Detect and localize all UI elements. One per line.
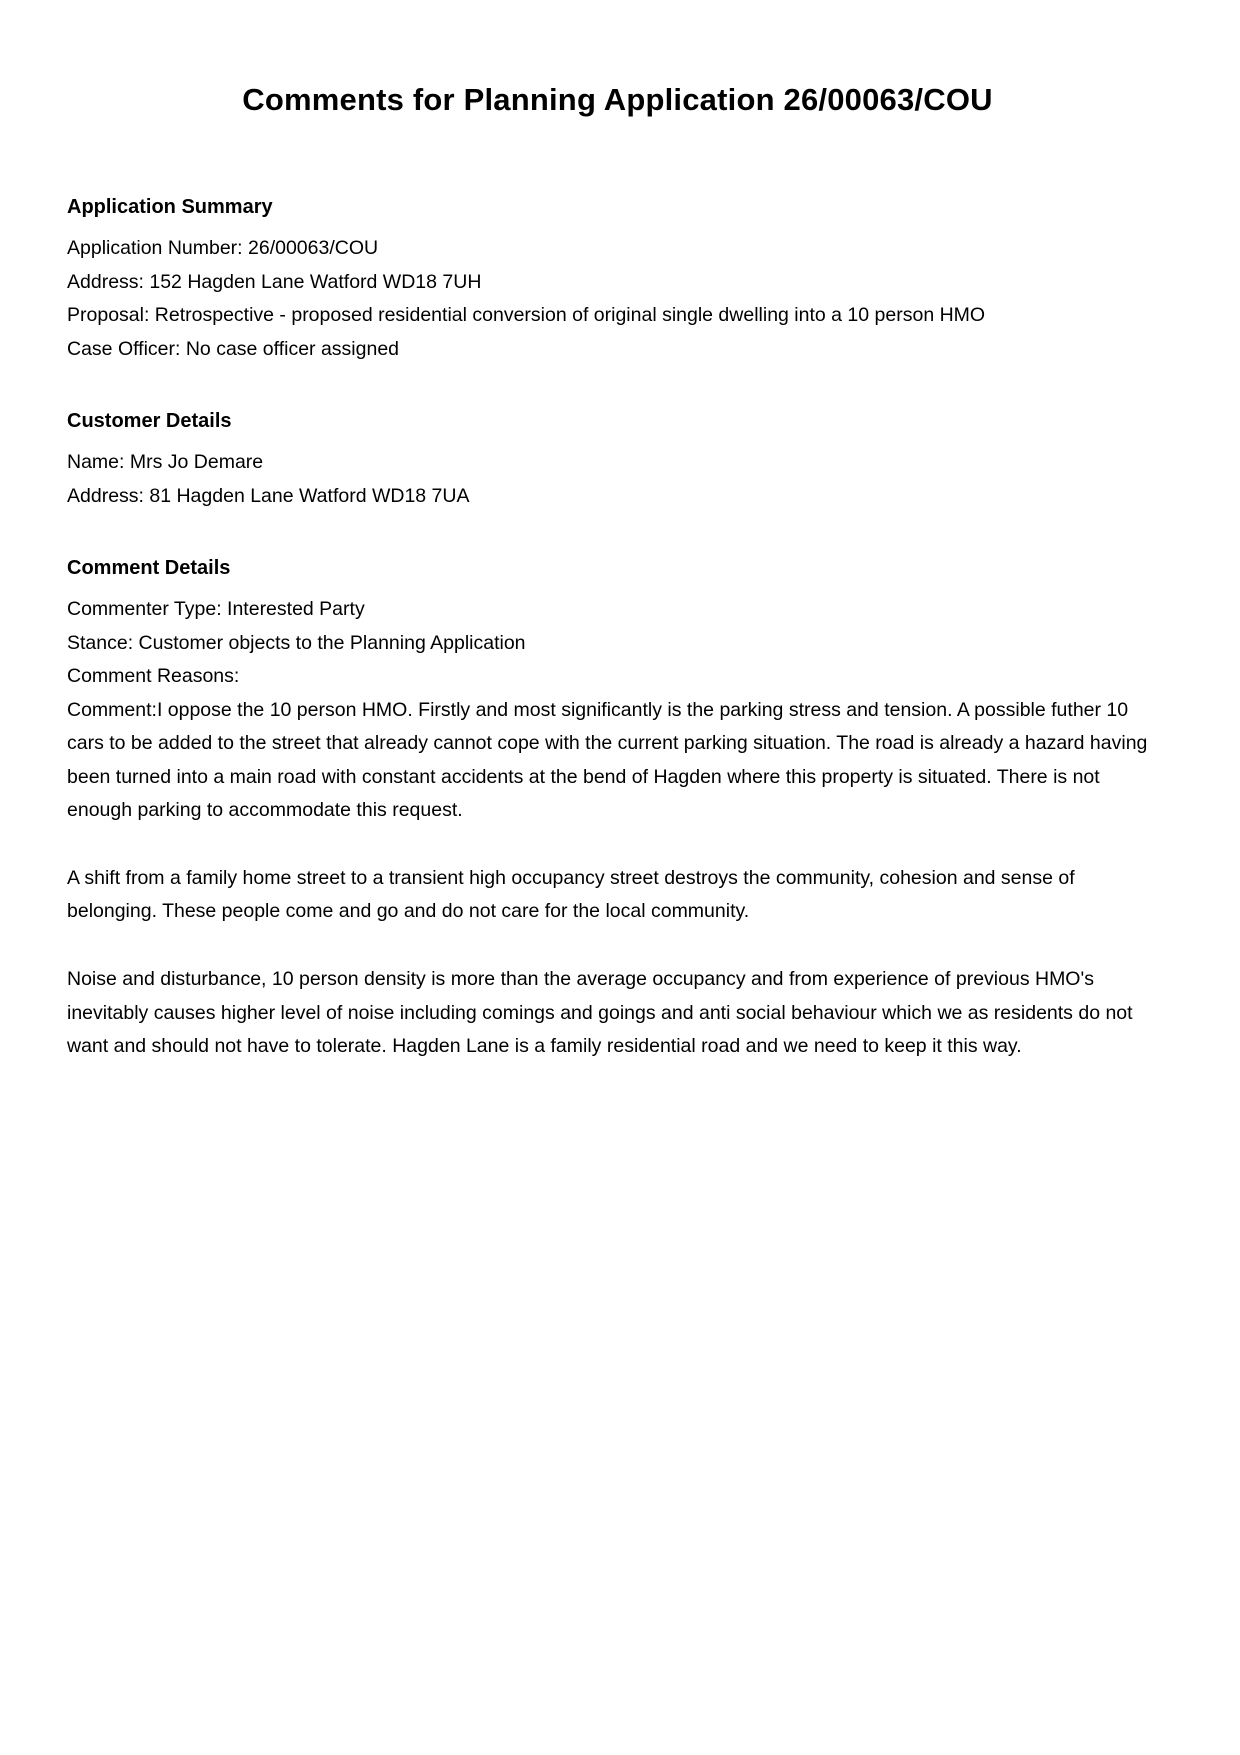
comment-paragraph: Noise and disturbance, 10 person density is more than the average occupancy and from experience of previous HMO's inevitably causes higher level of noise including comings and goings and anti social behaviour which we as residents do not want and should not have to tolerate. Hagden Lane is a family residential road and we need to keep it this way. bbox=[67, 967, 1133, 1058]
comment-details-heading: Comment Details bbox=[67, 557, 231, 580]
section-comment-details bbox=[67, 551, 1168, 1063]
comment-paragraph: A shift from a family home street to a transient high occupancy street destroys the community, cohesion and sense of belonging. These people come and go and do not care for the local community. bbox=[67, 866, 1075, 923]
customer-details-heading: Customer Details bbox=[67, 410, 232, 433]
section-application-summary bbox=[67, 190, 1168, 366]
application-address-line: Address: 152 Hagden Lane Watford WD18 7UH bbox=[67, 270, 482, 293]
customer-name-line: Name: Mrs Jo Demare bbox=[67, 451, 264, 474]
page-title: Comments for Planning Application 26/00063/COU bbox=[242, 82, 993, 117]
application-case-officer-line: Case Officer: No case officer assigned bbox=[67, 337, 400, 360]
application-number-line: Application Number: 26/00063/COU bbox=[67, 237, 379, 259]
comment-paragraph: Comment:I oppose the 10 person HMO. Firstly and most significantly is the parking stress and tension. A possible futher 10 cars to be added to the street that already cannot cope with the current parking situation. The road is already a hazard having been turned into a main road with constant accidents at the bend of Hagden where this property is situated. There is not enough parking to accommodate this request. bbox=[67, 698, 1148, 822]
customer-address-line: Address: 81 Hagden Lane Watford WD18 7UA bbox=[67, 484, 470, 507]
section-customer-details bbox=[67, 404, 1168, 513]
comment-reasons-line: Comment Reasons: bbox=[67, 665, 240, 688]
stance-line: Stance: Customer objects to the Planning Application bbox=[67, 631, 526, 654]
commenter-type-line: Commenter Type: Interested Party bbox=[67, 598, 365, 621]
application-summary-heading: Application Summary bbox=[67, 196, 273, 218]
application-proposal-line: Proposal: Retrospective - proposed residential conversion of original single dwelling into a 10 person HMO bbox=[67, 304, 986, 327]
